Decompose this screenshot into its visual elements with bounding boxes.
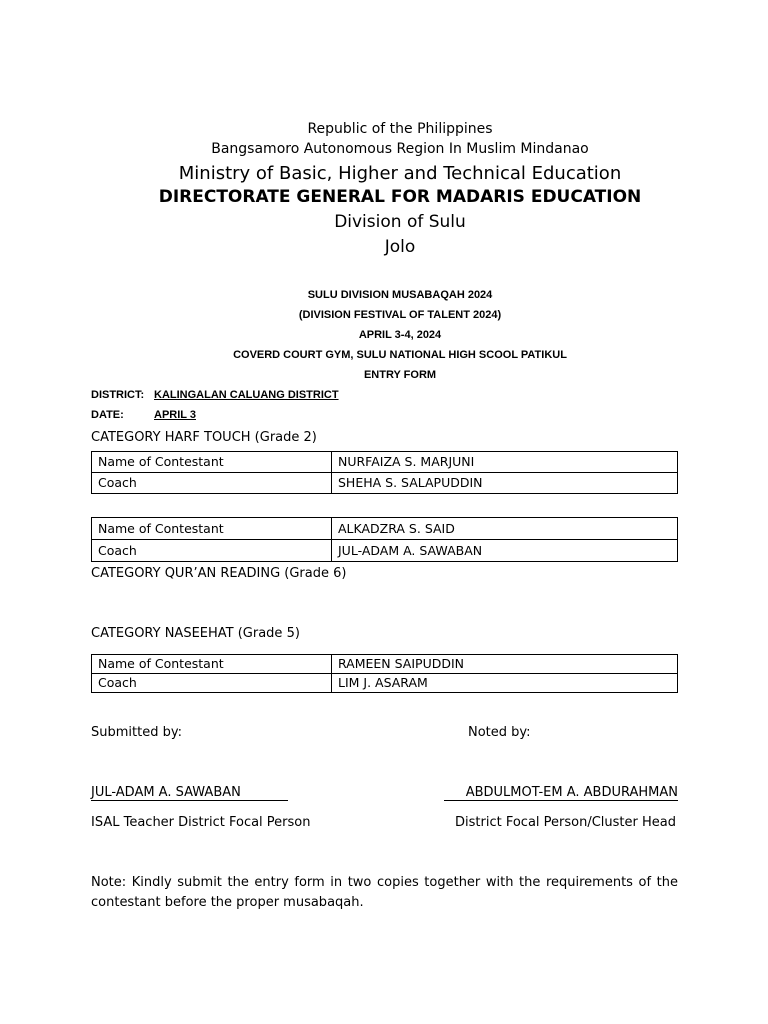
contestant-label: Name of Contestant (92, 452, 332, 473)
coach-value: JUL-ADAM A. SAWABAN (332, 540, 678, 562)
noted-by-title: District Focal Person/Cluster Head (455, 815, 676, 830)
header-division: Division of Sulu (334, 212, 466, 232)
event-venue: COVERD COURT GYM, SULU NATIONAL HIGH SCOOL PATIKUL (233, 349, 567, 361)
district-label: DISTRICT: (91, 389, 145, 401)
date-label: DATE: (91, 409, 124, 421)
contestant-value: NURFAIZA S. MARJUNI (332, 452, 678, 473)
entry-table-quran-reading (91, 517, 678, 562)
event-date: APRIL 3-4, 2024 (358, 329, 442, 341)
table-row (92, 518, 678, 540)
submission-note: Note: Kindly submit the entry form in two copies together with the requirements of the contestant before the proper musabaqah. (91, 875, 678, 910)
contestant-value: RAMEEN SAIPUDDIN (332, 655, 678, 674)
category-harf-touch-heading: CATEGORY HARF TOUCH (Grade 2) (91, 430, 317, 445)
contestant-label: Name of Contestant (92, 518, 332, 540)
coach-value: LIM J. ASARAM (332, 674, 678, 693)
event-form-title: ENTRY FORM (363, 369, 437, 381)
table-row (92, 452, 678, 473)
event-subtitle: (DIVISION FESTIVAL OF TALENT 2024) (298, 309, 502, 321)
coach-label: Coach (92, 540, 332, 562)
table-row (92, 473, 678, 494)
date-value: APRIL 3 (154, 409, 196, 421)
category-quran-reading-heading: CATEGORY QUR’AN READING (Grade 6) (91, 566, 347, 581)
submitted-by-name: JUL-ADAM A. SAWABAN (91, 785, 288, 801)
submitted-by-label: Submitted by: (91, 725, 182, 740)
contestant-value: ALKADZRA S. SAID (332, 518, 678, 540)
entry-table-harf-touch (91, 451, 678, 494)
category-naseehat-heading: CATEGORY NASEEHAT (Grade 5) (91, 626, 300, 641)
noted-by-label: Noted by: (468, 725, 531, 740)
header-directorate: DIRECTORATE GENERAL FOR MADARIS EDUCATION (158, 187, 642, 207)
table-row (92, 674, 678, 693)
coach-value: SHEHA S. SALAPUDDIN (332, 473, 678, 494)
district-value: KALINGALAN CALUANG DISTRICT (154, 389, 339, 401)
header-jolo: Jolo (384, 237, 416, 257)
table-row (92, 540, 678, 562)
event-title: SULU DIVISION MUSABAQAH 2024 (307, 289, 493, 301)
coach-label: Coach (92, 473, 332, 494)
entry-table-naseehat (91, 654, 678, 693)
header-ministry: Ministry of Basic, Higher and Technical Education (178, 163, 622, 184)
header-republic: Republic of the Philippines (307, 121, 493, 137)
header-barmm: Bangsamoro Autonomous Region In Muslim Mindanao (211, 141, 589, 157)
submitted-by-title: ISAL Teacher District Focal Person (91, 815, 311, 830)
coach-label: Coach (92, 674, 332, 693)
table-row (92, 655, 678, 674)
noted-by-name: ABDULMOT-EM A. ABDURAHMAN (444, 785, 678, 801)
contestant-label: Name of Contestant (92, 655, 332, 674)
